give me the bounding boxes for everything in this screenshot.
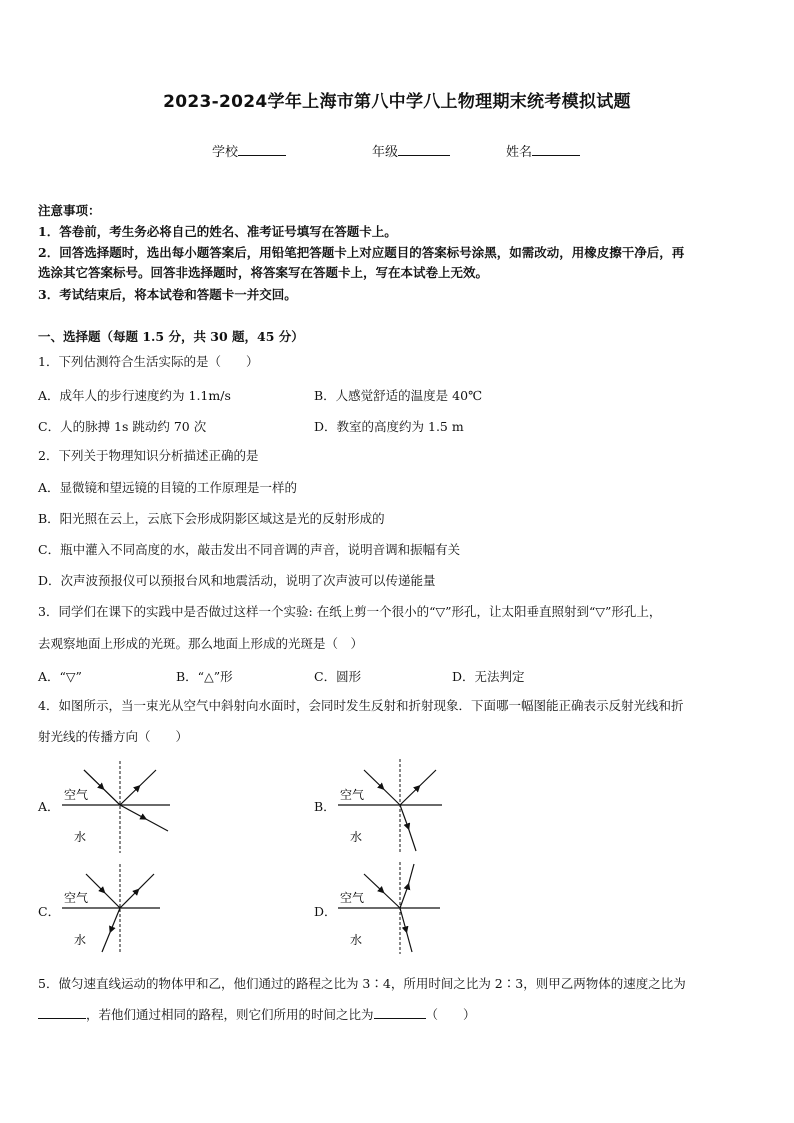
q3-option-d[interactable]: D．无法判定 bbox=[452, 669, 525, 684]
q2-option-d[interactable]: D．次声波预报仪可以预报台风和地震活动，说明了次声波可以传递能量 bbox=[38, 573, 436, 588]
question-5-stem-cont bbox=[38, 1007, 476, 1023]
q3-option-b[interactable]: B．“△”形 bbox=[176, 669, 233, 684]
air-label: 空气 bbox=[340, 891, 365, 905]
water-label: 水 bbox=[350, 830, 363, 844]
question-4-stem: 4．如图所示，当一束光从空气中斜射向水面时，会同时发生反射和折射现象．下面哪一幅图能正确表示反射光线和折 bbox=[38, 698, 684, 713]
question-4-stem-cont: 射光线的传播方向（ ） bbox=[38, 729, 189, 744]
notice-item: 2．回答选择题时，选出每小题答案后，用铅笔把答题卡上对应题目的答案标号涂黑，如需改动，用橡皮擦干净后，再 bbox=[38, 245, 685, 260]
grade-field bbox=[372, 141, 450, 160]
name-field bbox=[506, 141, 580, 160]
q5-answer-blank-2[interactable] bbox=[374, 1008, 426, 1019]
water-label: 水 bbox=[74, 933, 87, 947]
question-5-stem: 5．做匀速直线运动的物体甲和乙，他们通过的路程之比为 3∶4，所用时间之比为 2∶3，则甲乙两物体的速度之比为 bbox=[38, 976, 686, 991]
q4-option-d[interactable]: D． bbox=[314, 904, 337, 919]
question-2-stem: 2．下列关于物理知识分析描述正确的是 bbox=[38, 448, 259, 463]
q1-option-d[interactable]: D．教室的高度约为 1.5 m bbox=[314, 419, 464, 434]
q5-text-end: （ ） bbox=[425, 1007, 476, 1022]
q2-option-c[interactable]: C．瓶中灌入不同高度的水，敲击发出不同音调的声音，说明音调和振幅有关 bbox=[38, 542, 461, 557]
q5-answer-blank-1[interactable] bbox=[38, 1008, 86, 1019]
grade-blank[interactable] bbox=[398, 143, 450, 156]
q4-figure-b[interactable] bbox=[334, 757, 444, 855]
water-label: 水 bbox=[350, 933, 363, 947]
q4-figure-d[interactable] bbox=[334, 860, 442, 956]
q3-option-a[interactable]: A．“▽” bbox=[38, 669, 82, 684]
section-heading: 一、选择题（每题 1.5 分，共 30 题，45 分） bbox=[38, 329, 304, 344]
grade-label: 年级 bbox=[372, 145, 399, 160]
school-field bbox=[212, 141, 286, 160]
name-label: 姓名 bbox=[506, 145, 533, 160]
q2-option-b[interactable]: B．阳光照在云上，云底下会形成阴影区域这是光的反射形成的 bbox=[38, 511, 385, 526]
water-label: 水 bbox=[74, 830, 87, 844]
q1-option-a[interactable]: A．成年人的步行速度约为 1.1m/s bbox=[38, 388, 231, 403]
q2-option-a[interactable]: A．显微镜和望远镜的目镜的工作原理是一样的 bbox=[38, 480, 298, 495]
notice-item: 1．答卷前，考生务必将自己的姓名、准考证号填写在答题卡上。 bbox=[38, 224, 397, 239]
notice-heading: 注意事项： bbox=[38, 203, 101, 218]
q3-option-c[interactable]: C．圆形 bbox=[314, 669, 362, 684]
air-label: 空气 bbox=[64, 788, 89, 802]
question-3-stem-cont: 去观察地面上形成的光斑。那么地面上形成的光斑是（ ） bbox=[38, 636, 364, 651]
q1-option-c[interactable]: C．人的脉搏 1s 跳动约 70 次 bbox=[38, 419, 207, 434]
notice-item: 选涂其它答案标号。回答非选择题时，将答案写在答题卡上，写在本试卷上无效。 bbox=[38, 265, 489, 280]
q4-option-c[interactable]: C． bbox=[38, 904, 61, 919]
air-label: 空气 bbox=[340, 788, 365, 802]
question-3-stem: 3．同学们在课下的实践中是否做过这样一个实验: 在纸上剪一个很小的“▽”形孔，让太阳垂直照射到“▽”形孔上， bbox=[38, 604, 662, 619]
school-label: 学校 bbox=[212, 145, 239, 160]
q4-option-b[interactable]: B． bbox=[314, 799, 336, 814]
q1-option-b[interactable]: B．人感觉舒适的温度是 40℃ bbox=[314, 388, 483, 403]
notice-item: 3．考试结束后，将本试卷和答题卡一并交回。 bbox=[38, 287, 297, 302]
air-label: 空气 bbox=[64, 891, 89, 905]
page-title: 2023-2024学年上海市第八中学八上物理期末统考模拟试题 bbox=[163, 92, 631, 112]
q4-option-a[interactable]: A． bbox=[38, 799, 60, 814]
school-blank[interactable] bbox=[238, 143, 286, 156]
name-blank[interactable] bbox=[532, 143, 580, 156]
q4-figure-a[interactable] bbox=[58, 759, 172, 855]
q4-figure-c[interactable] bbox=[58, 862, 162, 956]
question-1-stem: 1．下列估测符合生活实际的是（ ） bbox=[38, 354, 259, 369]
q5-text-mid: ，若他们通过相同的路程，则它们所用的时间之比为 bbox=[86, 1007, 374, 1022]
